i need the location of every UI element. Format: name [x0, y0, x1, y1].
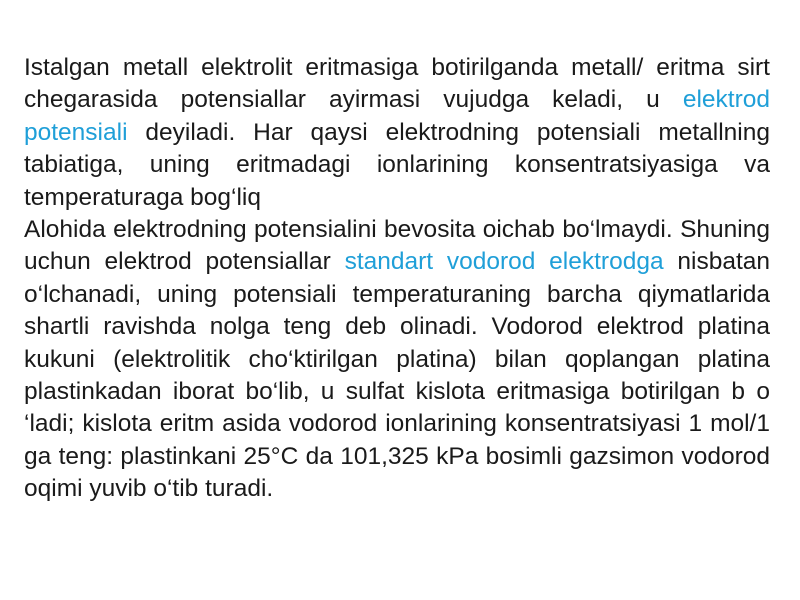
paragraph2-text-start: Alohida elektrodning potensialini bevosita oichab bo‘lmaydi. Shuning uchun elektrod potensiallar	[24, 216, 770, 276]
paragraph-hydrogen-electrode	[24, 214, 770, 506]
highlight-standard-hydrogen-electrode: standart vodorod elektrodga	[344, 248, 664, 276]
text-block	[24, 52, 770, 506]
paragraph1-text-end: deyiladi. Har qaysi elektrodning potensiali metallning tabiatiga, uning eritmadagi ionlarining konsentratsiyasiga va temperaturaga bog‘liq	[24, 118, 770, 211]
highlight-electrode-potential: elektrod potensiali	[24, 86, 770, 146]
paragraph2-text-end: nisbatan o‘lchanadi, uning potensiali temperaturaning barcha qiymatlarida shartli ravishda nolga teng deb olinadi. Vodorod elektrod platina kukuni (elektrolitik cho‘ktirilgan platina) bilan qoplangan platina plastinkadan iborat bo‘lib, u sulfat kislota eritmasiga botirilgan b o ‘ladi; kislota eritm asida vodorod ionlarining konsentratsiyasi 1 mol/1 ga teng: plastinkani 25°C da 101,325 kPa bosimli gazsimon vodorod oqimi yuvib o‘tib turadi.	[24, 248, 771, 503]
paragraph1-text-start: Istalgan metall elektrolit eritmasiga botirilganda metall/ eritma sirt chegarasida potensiallar ayirmasi vujudga keladi, u	[24, 54, 770, 114]
paragraph-electrode-potential	[24, 52, 770, 214]
